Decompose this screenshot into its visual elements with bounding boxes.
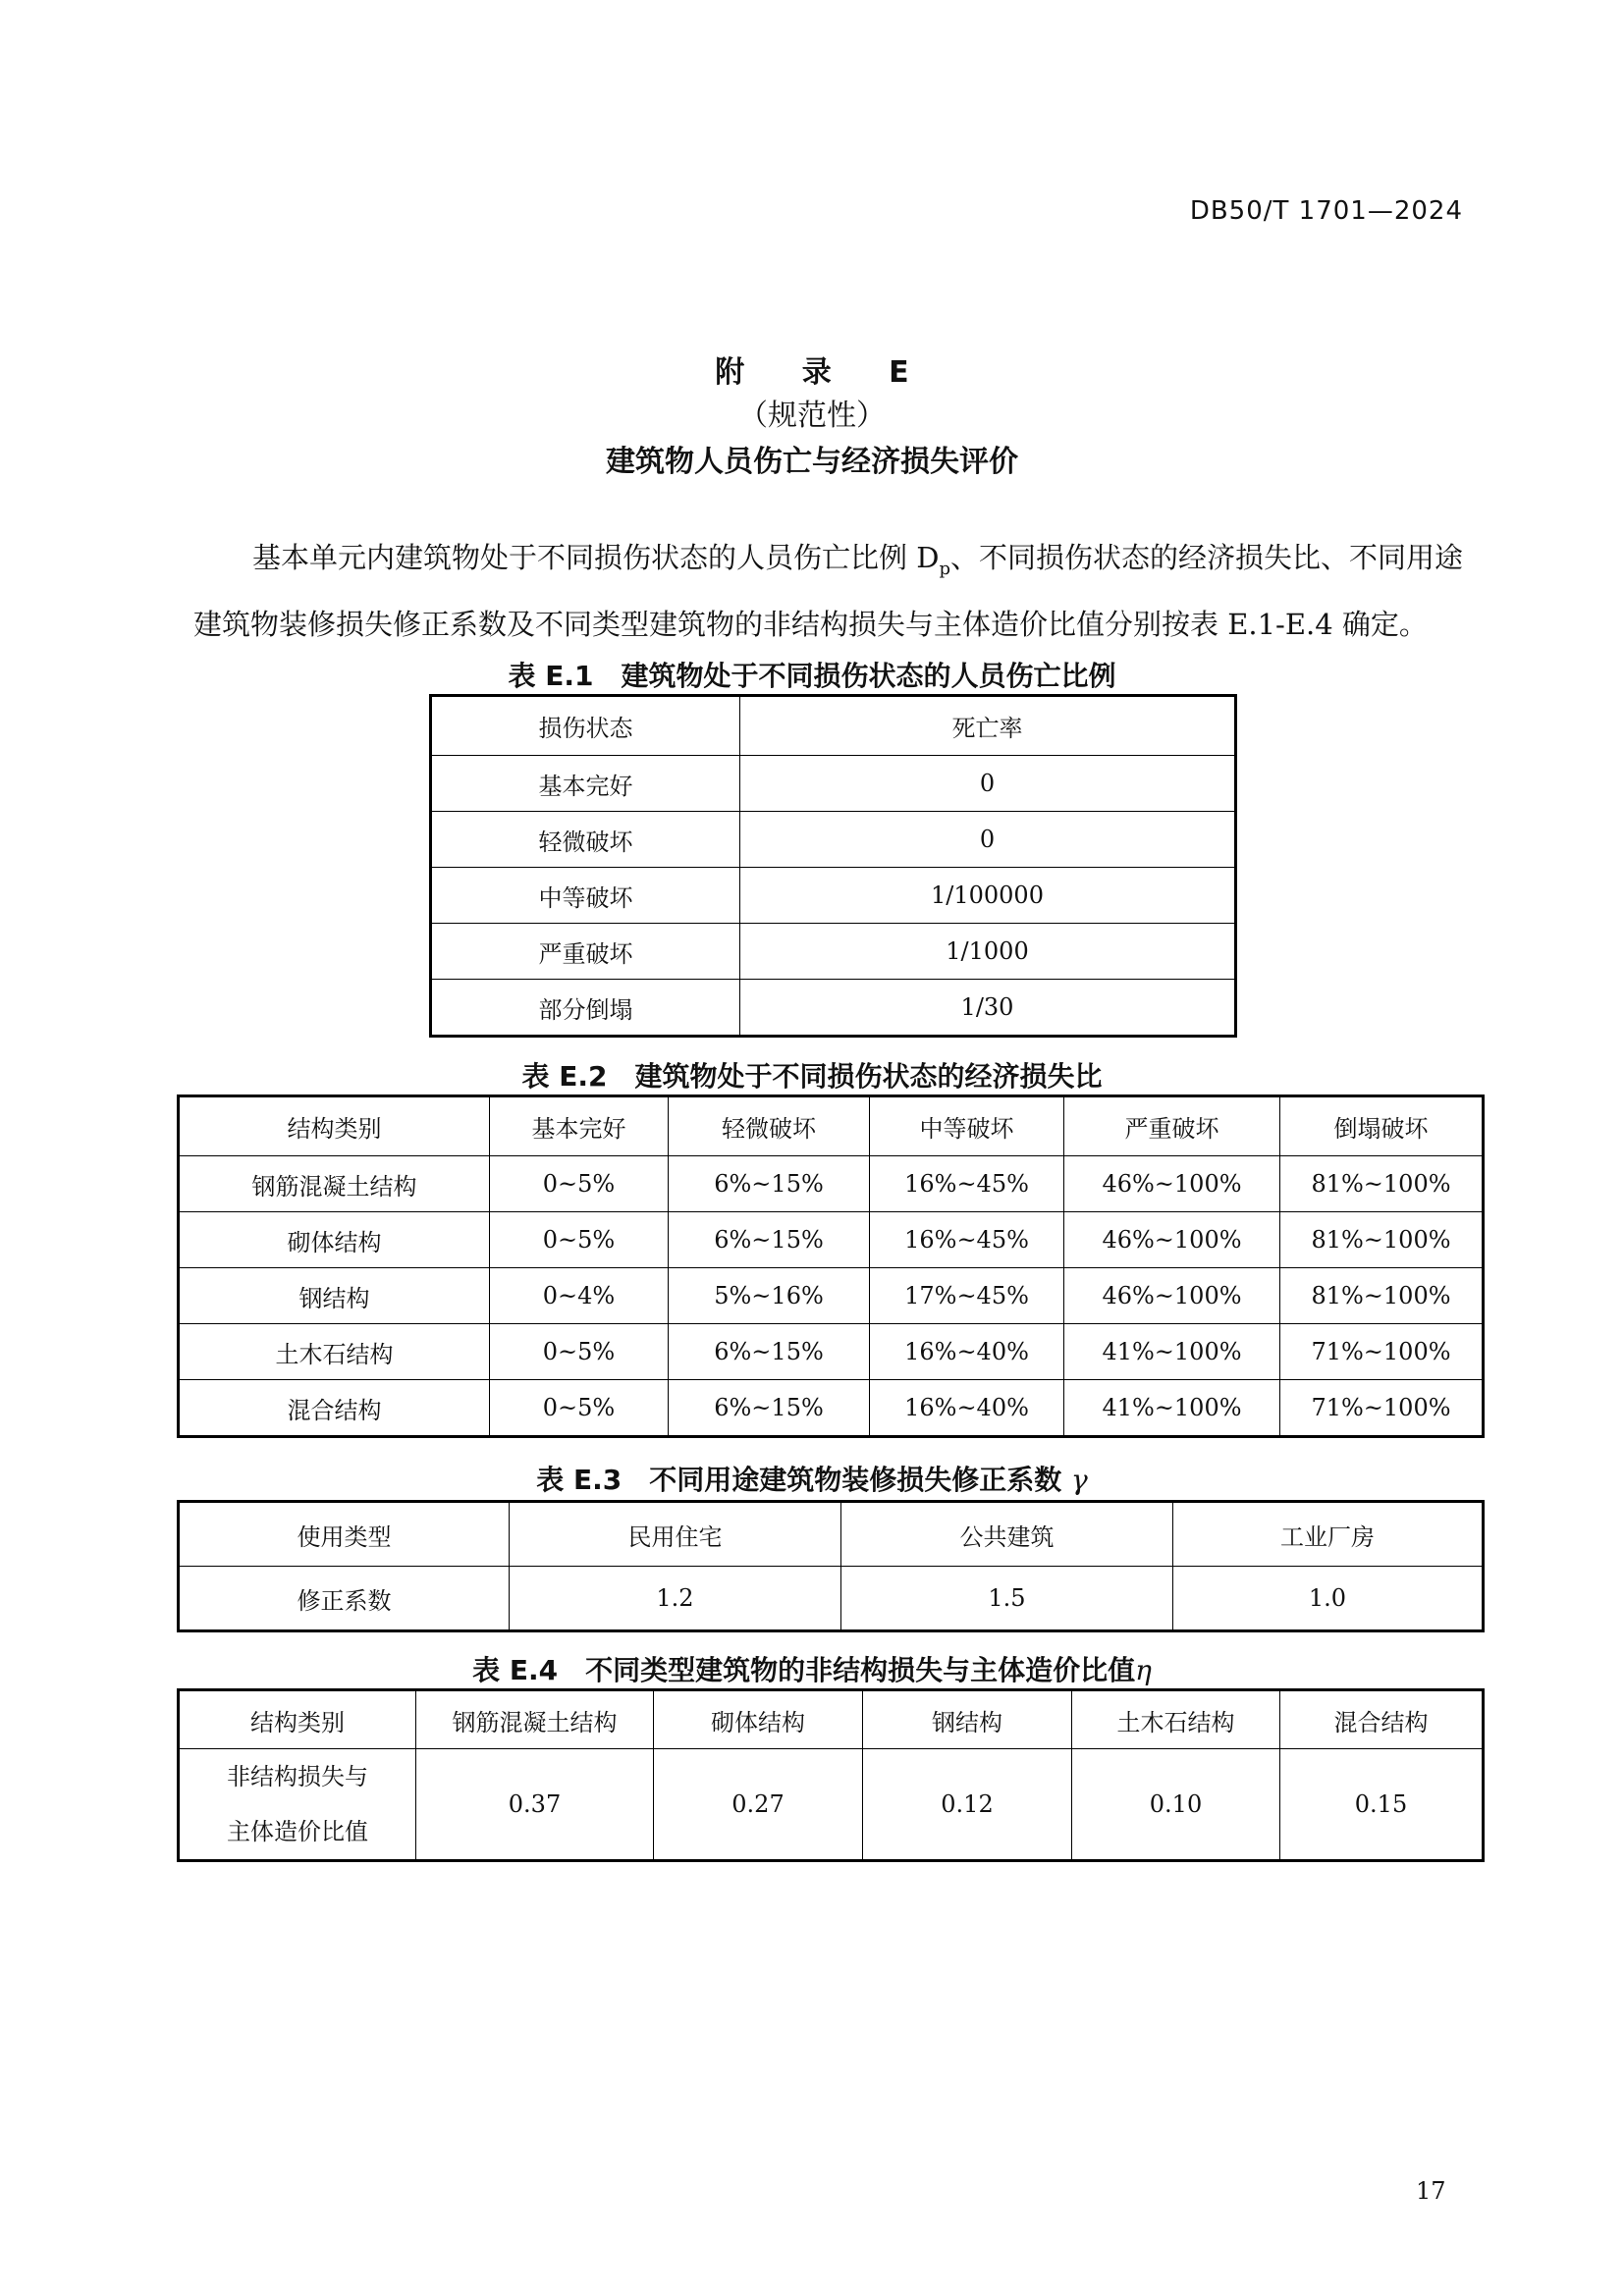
table-cell: 81%~100% (1280, 1156, 1484, 1212)
table4-caption (0, 1649, 1624, 1688)
appendix-title: 附 录 E (715, 355, 933, 390)
table-cell: 钢结构 (179, 1268, 490, 1324)
table-header-cell: 死亡率 (740, 696, 1236, 756)
table-cell: 0~5% (490, 1380, 669, 1437)
table-header-row (179, 1502, 1484, 1567)
table-header-cell: 损伤状态 (431, 696, 740, 756)
table-cell: 81%~100% (1280, 1268, 1484, 1324)
table-header-cell: 基本完好 (490, 1096, 669, 1156)
table-cell: 0~5% (490, 1156, 669, 1212)
table-cell: 严重破坏 (431, 924, 740, 980)
table-cell: 16%~45% (870, 1212, 1064, 1268)
table-cell: 0 (740, 756, 1236, 812)
table-cell: 轻微破坏 (431, 812, 740, 868)
table-header-cell: 结构类别 (179, 1690, 416, 1749)
table-header-cell: 混合结构 (1280, 1690, 1484, 1749)
table-cell: 修正系数 (179, 1567, 510, 1631)
table3-caption (0, 1459, 1624, 1498)
table4-caption-text: 表 E.4 不同类型建筑物的非结构损失与主体造价比值 (472, 1654, 1136, 1686)
table-cell: 46%~100% (1064, 1212, 1280, 1268)
table-header-cell: 民用住宅 (510, 1502, 841, 1567)
table-cell: 81%~100% (1280, 1212, 1484, 1268)
table2-caption: 表 E.2 建筑物处于不同损伤状态的经济损失比 (521, 1060, 1103, 1093)
table-cell: 46%~100% (1064, 1268, 1280, 1324)
table-cell: 1.0 (1173, 1567, 1484, 1631)
table-e1 (429, 694, 1237, 1038)
intro-paragraph (193, 530, 1470, 652)
table-cell: 0~5% (490, 1212, 669, 1268)
table-cell: 1/100000 (740, 868, 1236, 924)
table4-symbol: η (1135, 1654, 1152, 1686)
table-cell: 41%~100% (1064, 1380, 1280, 1437)
table-cell: 砌体结构 (179, 1212, 490, 1268)
table-cell: 钢筋混凝土结构 (179, 1156, 490, 1212)
intro-text-1: 基本单元内建筑物处于不同损伤状态的人员伤亡比例 D (252, 541, 940, 574)
table-cell: 0 (740, 812, 1236, 868)
table-cell: 6%~15% (669, 1212, 870, 1268)
table-cell: 71%~100% (1280, 1380, 1484, 1437)
table3-caption-text: 表 E.3 不同用途建筑物装修损失修正系数 (536, 1464, 1062, 1496)
table-cell: 17%~45% (870, 1268, 1064, 1324)
table-header-cell: 土木石结构 (1072, 1690, 1280, 1749)
table-row (179, 1324, 1484, 1380)
table-cell: 0~4% (490, 1268, 669, 1324)
table-cell: 71%~100% (1280, 1324, 1484, 1380)
table-cell: 0.15 (1280, 1749, 1484, 1861)
appendix-type: （规范性） (738, 399, 886, 433)
table-header-cell: 中等破坏 (870, 1096, 1064, 1156)
appendix-title-block (0, 351, 1624, 487)
table-cell (179, 1749, 416, 1861)
intro-subscript: p (939, 558, 951, 579)
table-header-cell: 工业厂房 (1173, 1502, 1484, 1567)
table-e3 (177, 1500, 1485, 1632)
table-cell: 41%~100% (1064, 1324, 1280, 1380)
table-row (431, 812, 1236, 868)
table-header-cell: 砌体结构 (654, 1690, 863, 1749)
table-cell: 1.5 (841, 1567, 1173, 1631)
row-label-line2: 主体造价比值 (227, 1818, 368, 1845)
page-number: 17 (1416, 2177, 1446, 2205)
table-header-cell: 钢筋混凝土结构 (416, 1690, 654, 1749)
table-cell: 1/30 (740, 980, 1236, 1037)
table-cell: 46%~100% (1064, 1156, 1280, 1212)
table3-symbol: γ (1071, 1464, 1088, 1496)
intro-text-2: 、不同损伤状态的经济损失比、不同用途建筑物装修损失修正系数及不同类型建筑物的非结构损失与主体造价比值分别按表 E.1-E.4 确定。 (193, 541, 1464, 641)
table-header-row (179, 1690, 1484, 1749)
table-header-cell: 倒塌破坏 (1280, 1096, 1484, 1156)
table-header-cell: 结构类别 (179, 1096, 490, 1156)
table-row (431, 756, 1236, 812)
table-header-cell: 使用类型 (179, 1502, 510, 1567)
table-row (179, 1567, 1484, 1631)
table-cell: 1/1000 (740, 924, 1236, 980)
table-row (179, 1749, 1484, 1861)
table-header-row (179, 1096, 1484, 1156)
table-cell: 0.10 (1072, 1749, 1280, 1861)
table-row (179, 1380, 1484, 1437)
table-header-cell: 钢结构 (863, 1690, 1072, 1749)
table-row (431, 924, 1236, 980)
row-label-line1: 非结构损失与 (227, 1763, 368, 1790)
table-e2 (177, 1095, 1485, 1438)
table-cell: 16%~40% (870, 1380, 1064, 1437)
appendix-name: 建筑物人员伤亡与经济损失评价 (606, 445, 1018, 479)
table-row (431, 980, 1236, 1037)
standard-code: DB50/T 1701—2024 (1189, 196, 1463, 226)
table-cell: 混合结构 (179, 1380, 490, 1437)
table1-caption: 表 E.1 建筑物处于不同损伤状态的人员伤亡比例 (508, 660, 1116, 692)
table-header-cell: 严重破坏 (1064, 1096, 1280, 1156)
table-cell: 土木石结构 (179, 1324, 490, 1380)
table-header-cell: 轻微破坏 (669, 1096, 870, 1156)
table-cell: 部分倒塌 (431, 980, 740, 1037)
table-cell: 0.37 (416, 1749, 654, 1861)
table-e4 (177, 1688, 1485, 1862)
table-row (179, 1212, 1484, 1268)
table-cell: 5%~16% (669, 1268, 870, 1324)
table-cell: 1.2 (510, 1567, 841, 1631)
table-cell: 6%~15% (669, 1156, 870, 1212)
table-cell: 基本完好 (431, 756, 740, 812)
table-row (431, 868, 1236, 924)
table-header-cell: 公共建筑 (841, 1502, 1173, 1567)
table-header-row (431, 696, 1236, 756)
table-cell: 中等破坏 (431, 868, 740, 924)
table-cell: 6%~15% (669, 1324, 870, 1380)
table-cell: 0.12 (863, 1749, 1072, 1861)
table-cell: 0~5% (490, 1324, 669, 1380)
table-cell: 0.27 (654, 1749, 863, 1861)
table-cell: 16%~40% (870, 1324, 1064, 1380)
table-cell: 6%~15% (669, 1380, 870, 1437)
table-cell: 16%~45% (870, 1156, 1064, 1212)
table-row (179, 1156, 1484, 1212)
table-row (179, 1268, 1484, 1324)
